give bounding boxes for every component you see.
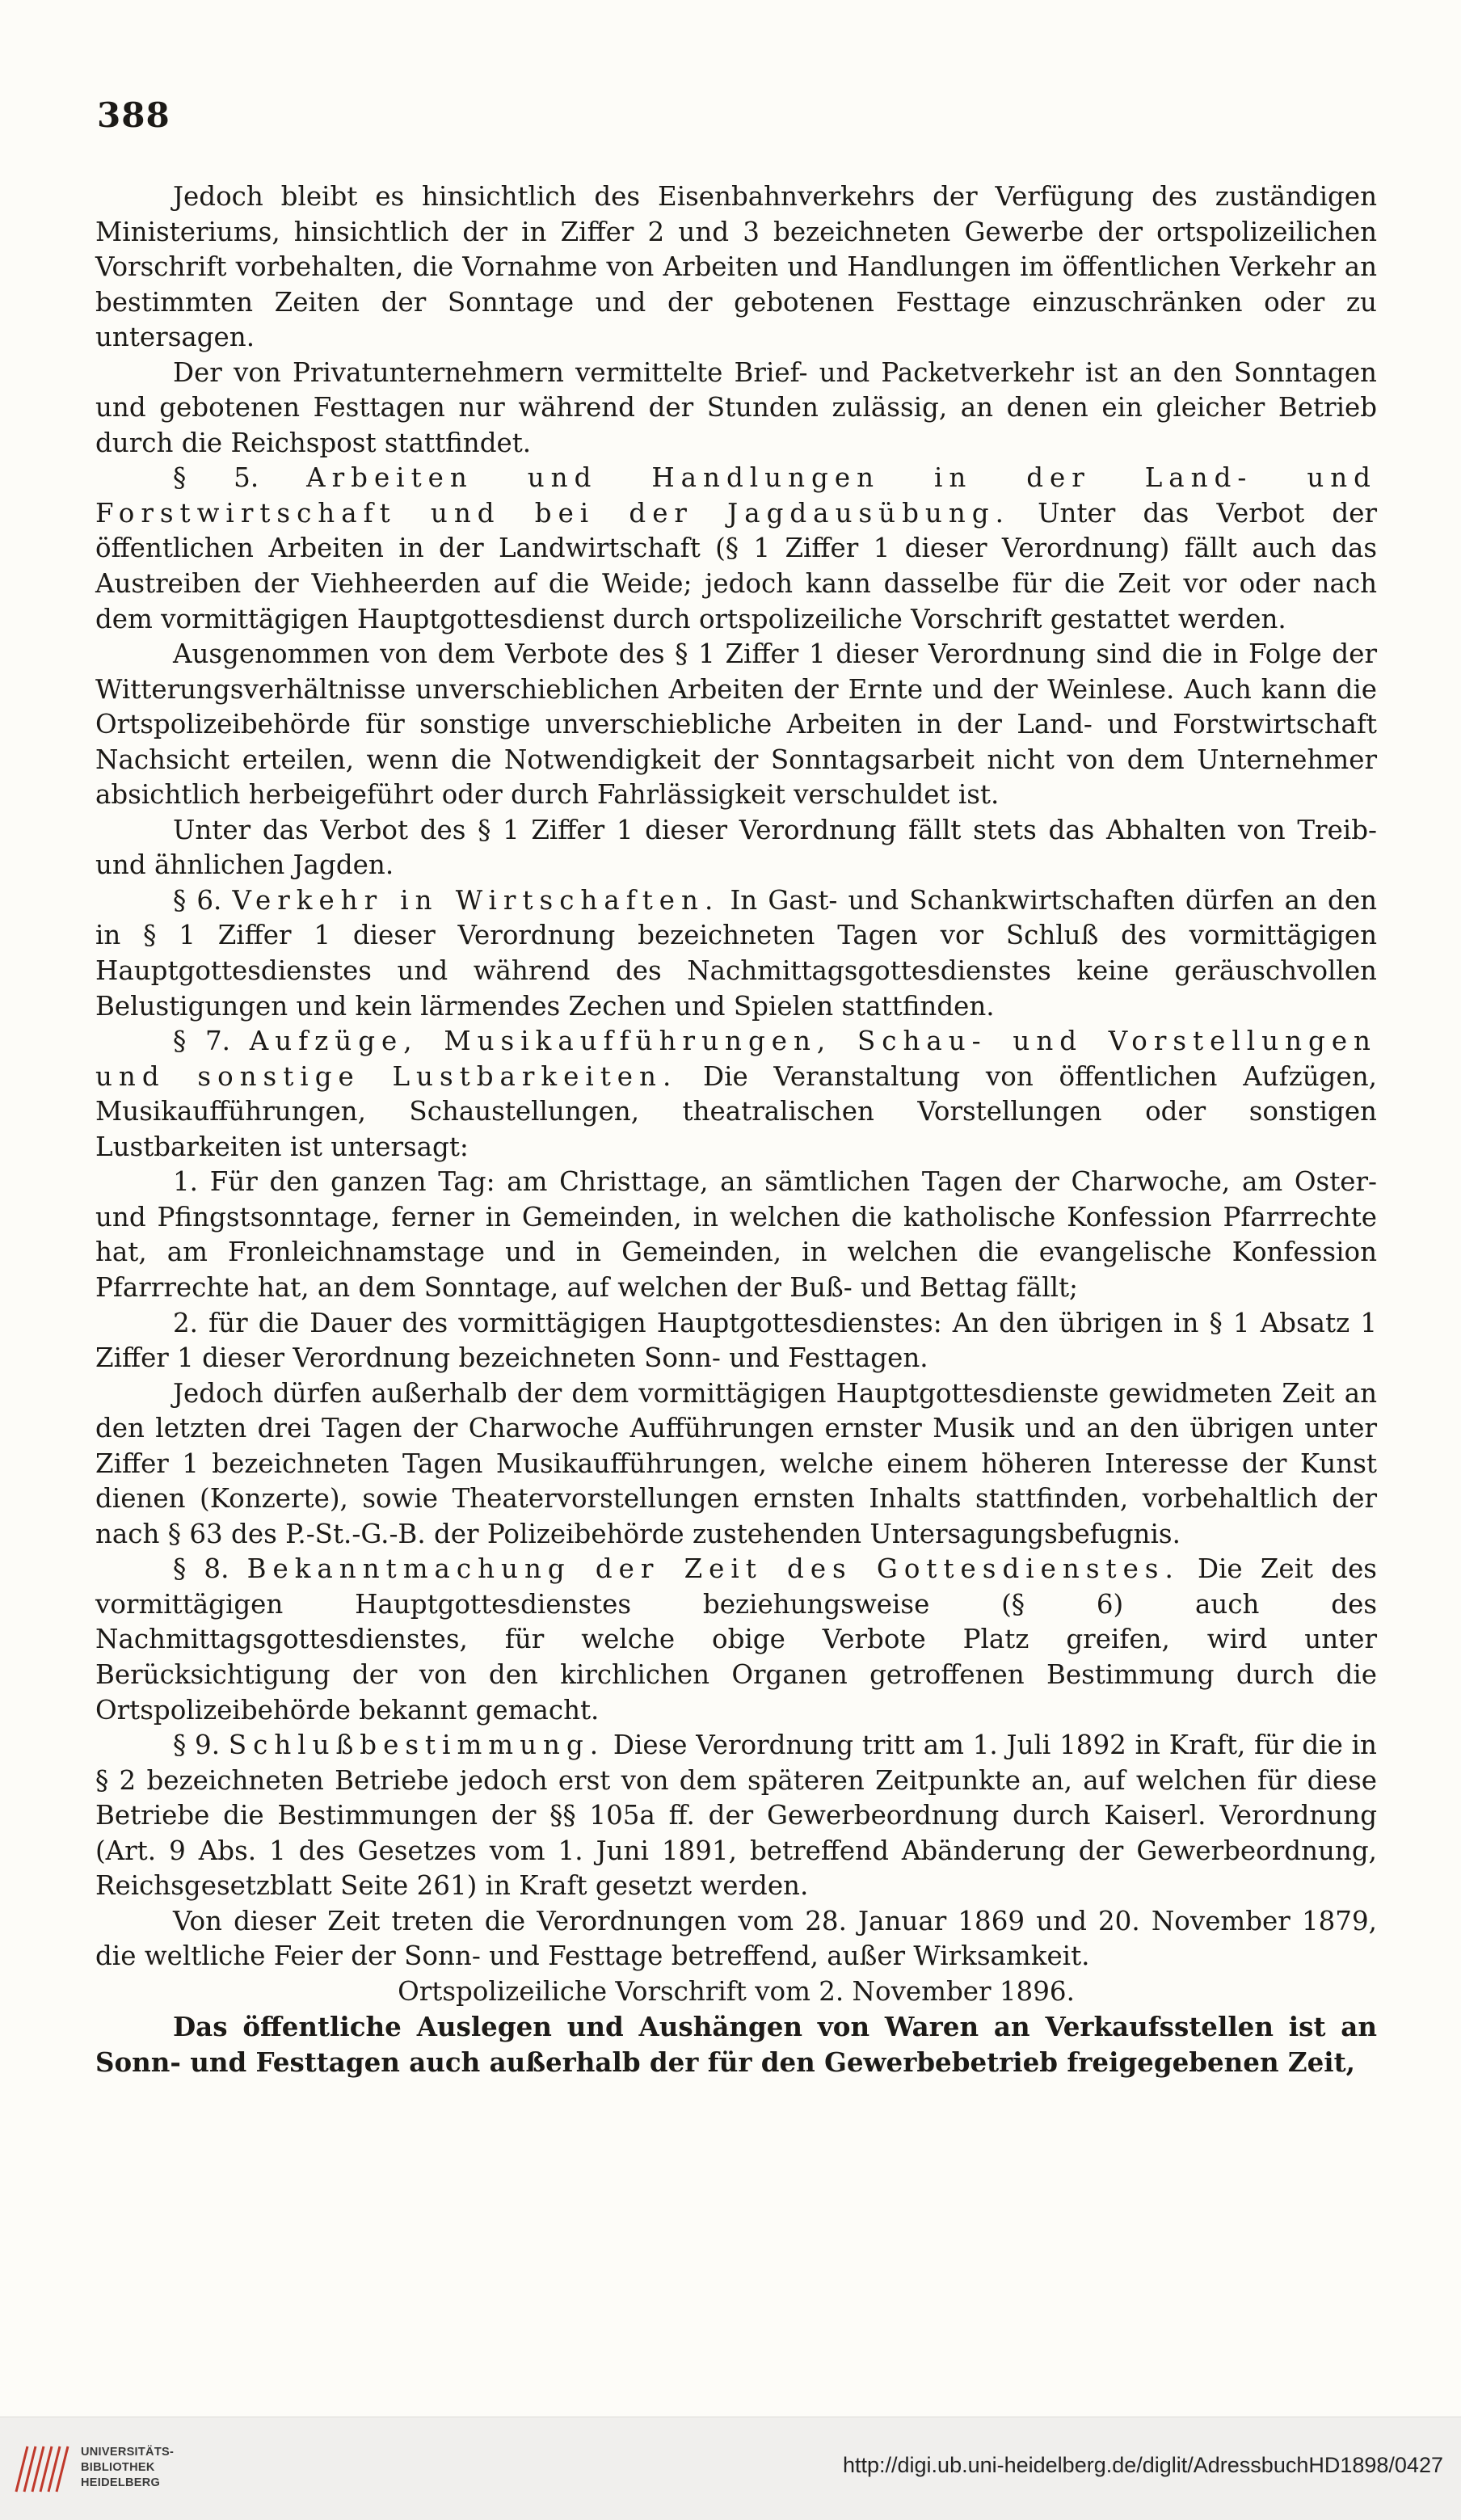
paragraph: Von dieser Zeit treten die Verordnungen vom 28. Januar 1869 und 20. November 1879, die weltliche Feier der Sonn- und Festtage betreffend, außer Wirksamkeit. (95, 1905, 1377, 1972)
list-item: 2. für die Dauer des vormittägigen Hauptgottesdienstes: An den übrigen in § 1 Absatz 1 Ziffer 1 dieser Verordnung bezeichneten Sonn- und Festtagen. (95, 1307, 1377, 1374)
footer-bar (0, 2417, 1461, 2520)
section-title: Schlußbestimmung. (228, 1730, 605, 1761)
section-text: Diese Verordnung tritt am 1. Juli 1892 in Kraft, für die in § 2 bezeichneten Betriebe jedoch erst von dem späteren Zeitpunkte an, auf welchen für diese Betriebe die Bestimmungen der §§ 105a ff. der Gewerbeordnung durch Kaiserl. Verordnung (Art. 9 Abs. 1 des Gesetzes vom 1. Juni 1891, betreffend Abänderung der Gewerbeordnung, Reichsgesetzblatt Seite 261) in Kraft gesetzt werden. (95, 1730, 1377, 1902)
section-number: § 8. (173, 1553, 229, 1585)
section-number: § 7. (173, 1026, 230, 1057)
page-body (95, 179, 1377, 2080)
section-8 (95, 1552, 1377, 1728)
section-7 (95, 1024, 1377, 1165)
section-9 (95, 1728, 1377, 1904)
section-title: Arbeiten und Handlungen in der Land- und Forstwirtschaft und bei der Jagdausübung. (95, 462, 1377, 529)
paragraph: Jedoch bleibt es hinsichtlich des Eisenbahnverkehrs der Verfügung des zuständigen Ministeriums, hinsichtlich der in Ziffer 2 und 3 bezeichneten Gewerbe der ortspolizeilichen Vorschrift vorbehalten, die Vornahme von Arbeiten und Handlungen im öffentlichen Verkehr an bestimmten Zeiten der Sonntage und der gebotenen Festtage einzuschränken oder zu untersagen. (95, 181, 1377, 353)
paragraph: Unter das Verbot des § 1 Ziffer 1 dieser Verordnung fällt stets das Abhalten von Treib- und ähnlichen Jagden. (95, 814, 1377, 881)
section-text: Die Zeit des vormittägigen Hauptgottesdienstes beziehungsweise (§ 6) auch des Nachmittagsgottesdienstes, für welche obige Verbote Platz greifen, wird unter Berücksichtigung der von den kirchlichen Organen getroffenen Bestimmung durch die Ortspolizeibehörde bekannt gemacht. (95, 1553, 1377, 1726)
logo-line: HEIDELBERG (81, 2476, 161, 2489)
library-logo-text (81, 2445, 174, 2491)
paragraph: Der von Privatunternehmern vermittelte Brief- und Packetverkehr ist an den Sonntagen und gebotenen Festtagen nur während der Stunden zulässig, an denen ein gleicher Betrieb durch die Reichspost stattfindet. (95, 356, 1377, 458)
logo-line: BIBLIOTHEK (81, 2461, 155, 2474)
section-title: Aufzüge, Musikaufführungen, Schau- und Vorstellungen und sonstige Lustbarkeiten. (95, 1026, 1377, 1092)
page-number: 388 (97, 95, 171, 135)
ordinance-text: Das öffentliche Auslegen und Aushängen von Waren an Verkaufsstellen ist an Sonn- und Festtagen auch außerhalb der für den Gewerbebetrieb freigegebenen Zeit, (95, 2011, 1377, 2078)
paragraph: Jedoch dürfen außerhalb der dem vormittägigen Hauptgottesdienste gewidmeten Zeit an den letzten drei Tagen der Charwoche Aufführungen ernster Musik und an den übrigen unter Ziffer 1 bezeichneten Tagen Musikaufführungen, welche einem höheren Interesse der Kunst dienen (Konzerte), sowie Theatervorstellungen ernsten Inhalts stattfinden, vorbehaltlich der nach § 63 des P.-St.-G.-B. der Polizeibehörde zustehenden Untersagungsbefugnis. (95, 1377, 1377, 1549)
section-text: In Gast- und Schankwirtschaften dürfen an den in § 1 Ziffer 1 dieser Verordnung bezeichneten Tagen vor Schluß des vormittägigen Hauptgottesdienstes und während des Nachmittagsgottesdienstes keine geräuschvollen Belustigungen und kein lärmendes Zechen und Spielen stattfinden. (95, 884, 1378, 1022)
section-6 (95, 883, 1377, 1024)
section-number: § 9. (173, 1730, 221, 1761)
ordinance-heading: Ortspolizeiliche Vorschrift vom 2. November 1896. (398, 1975, 1075, 2007)
section-number: § 5. (173, 462, 259, 494)
university-seal-icon (11, 2440, 74, 2498)
section-5 (95, 461, 1377, 637)
section-text: Unter das Verbot der öffentlichen Arbeiten in der Landwirtschaft (§ 1 Ziffer 1 dieser Verordnung) fällt auch das Austreiben der Viehheerden auf die Weide; jedoch kann dasselbe für die Zeit vor oder nach dem vormittägigen Hauptgottesdienst durch ortspolizeiliche Vorschrift gestattet werden. (95, 497, 1377, 634)
source-url[interactable]: http://digi.ub.uni-heidelberg.de/diglit/AdressbuchHD1898/0427 (842, 2453, 1443, 2477)
list-item: 1. Für den ganzen Tag: am Christtage, an sämtlichen Tagen der Charwoche, am Oster- und Pfingstsonntage, ferner in Gemeinden, in welchen die katholische Konfession Pfarrrechte hat, am Fronleichnamstage und in Gemeinden, in welchen die evangelische Konfession Pfarrrechte hat, an dem Sonntage, auf welchen der Buß- und Bettag fällt; (95, 1166, 1377, 1303)
section-title: Verkehr in Wirtschaften. (232, 884, 720, 916)
section-number: § 6. (173, 884, 222, 916)
logo-line: UNIVERSITÄTS- (81, 2446, 175, 2459)
section-title: Bekanntmachung der Zeit des Gottesdienstes. (246, 1553, 1180, 1585)
paragraph: Ausgenommen von dem Verbote des § 1 Ziffer 1 dieser Verordnung sind die in Folge der Witterungsverhältnisse unverschieblichen Arbeiten der Ernte und der Weinlese. Auch kann die Ortspolizeibehörde für sonstige unverschiebliche Arbeiten in der Land- und Forstwirtschaft Nachsicht erteilen, wenn die Notwendigkeit der Sonntagsarbeit nicht von dem Unternehmer absichtlich herbeigeführt oder durch Fahrlässigkeit verschuldet ist. (95, 638, 1377, 811)
section-text: Die Veranstaltung von öffentlichen Aufzügen, Musikaufführungen, Schaustellungen, theatralischen Vorstellungen oder sonstigen Lustbarkeiten ist untersagt: (95, 1060, 1377, 1162)
